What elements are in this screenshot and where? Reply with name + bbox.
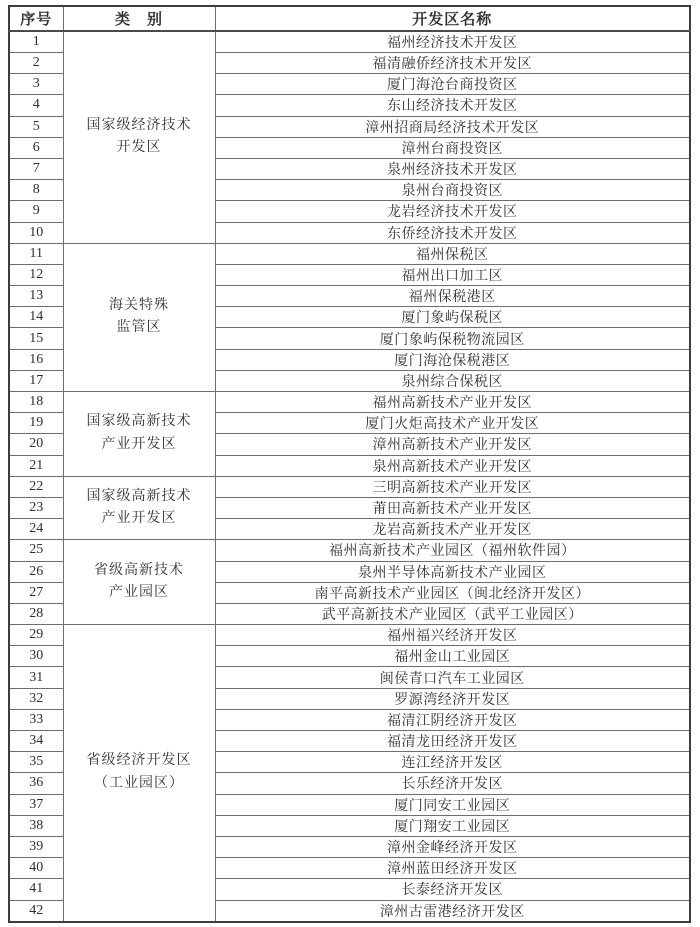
zone-name-cell: 漳州台商投资区 — [215, 137, 690, 158]
category-line: 产业开发区 — [101, 436, 177, 452]
zone-name-cell: 三明高新技术产业开发区 — [215, 476, 690, 497]
row-index-cell: 35 — [9, 752, 63, 773]
zone-name-cell: 漳州金峰经济开发区 — [215, 836, 690, 857]
category-cell — [63, 540, 215, 625]
zone-name-cell: 厦门同安工业园区 — [215, 794, 690, 815]
row-index-cell: 9 — [9, 201, 63, 222]
row-index-cell: 22 — [9, 476, 63, 497]
zone-name-cell: 福清江阴经济开发区 — [215, 709, 690, 730]
row-index-cell: 30 — [9, 646, 63, 667]
zone-name-cell: 龙岩经济技术开发区 — [215, 201, 690, 222]
zone-name-cell: 福州经济技术开发区 — [215, 31, 690, 53]
zone-name-cell: 莆田高新技术产业开发区 — [215, 497, 690, 518]
zone-name-cell: 长乐经济开发区 — [215, 773, 690, 794]
development-zones-table — [8, 5, 691, 923]
row-index-cell: 15 — [9, 328, 63, 349]
zone-name-cell: 连江经济开发区 — [215, 752, 690, 773]
row-index-cell: 40 — [9, 858, 63, 879]
row-index-cell: 31 — [9, 667, 63, 688]
zone-name-cell: 东侨经济技术开发区 — [215, 222, 690, 243]
category-cell — [63, 31, 215, 243]
zone-name-cell: 厦门火炬高技术产业开发区 — [215, 413, 690, 434]
zone-name-cell: 长泰经济开发区 — [215, 879, 690, 900]
zone-name-cell: 泉州台商投资区 — [215, 180, 690, 201]
zone-name-cell: 厦门象屿保税区 — [215, 307, 690, 328]
header-row — [9, 6, 690, 31]
category-cell — [63, 243, 215, 391]
zone-name-cell: 漳州古雷港经济开发区 — [215, 900, 690, 922]
zone-name-cell: 福州保税港区 — [215, 286, 690, 307]
zone-name-cell: 泉州高新技术产业开发区 — [215, 455, 690, 476]
category-cell — [63, 476, 215, 540]
category-line: 国家级经济技术 — [86, 117, 192, 133]
zone-name-cell: 福州金山工业园区 — [215, 646, 690, 667]
category-cell — [63, 392, 215, 477]
row-index-cell: 10 — [9, 222, 63, 243]
row-index-cell: 29 — [9, 625, 63, 646]
category-line: 省级经济开发区 — [86, 753, 192, 769]
row-index-cell: 11 — [9, 243, 63, 264]
category-line: （工业园区） — [94, 775, 184, 791]
row-index-cell: 2 — [9, 53, 63, 74]
row-index-cell: 36 — [9, 773, 63, 794]
zone-name-cell: 泉州经济技术开发区 — [215, 158, 690, 179]
category-line: 海关特殊 — [109, 297, 169, 313]
zone-name-cell: 漳州招商局经济技术开发区 — [215, 116, 690, 137]
row-index-cell: 33 — [9, 709, 63, 730]
zone-name-cell: 厦门象屿保税物流园区 — [215, 328, 690, 349]
row-index-cell: 6 — [9, 137, 63, 158]
zone-name-cell: 厦门海沧台商投资区 — [215, 74, 690, 95]
row-index-cell: 27 — [9, 582, 63, 603]
row-index-cell: 41 — [9, 879, 63, 900]
table-row — [9, 540, 690, 561]
zone-name-cell: 漳州高新技术产业开发区 — [215, 434, 690, 455]
category-line: 监管区 — [116, 320, 162, 336]
row-index-cell: 37 — [9, 794, 63, 815]
category-line: 产业开发区 — [101, 511, 177, 527]
zone-name-cell: 福清龙田经济开发区 — [215, 731, 690, 752]
row-index-cell: 12 — [9, 264, 63, 285]
zone-name-cell: 南平高新技术产业园区（闽北经济开发区） — [215, 582, 690, 603]
zone-name-cell: 厦门海沧保税港区 — [215, 349, 690, 370]
row-index-cell: 20 — [9, 434, 63, 455]
zone-name-cell: 福州高新技术产业园区（福州软件园） — [215, 540, 690, 561]
table-row — [9, 392, 690, 413]
table-row — [9, 476, 690, 497]
row-index-cell: 32 — [9, 688, 63, 709]
row-index-cell: 34 — [9, 731, 63, 752]
row-index-cell: 13 — [9, 286, 63, 307]
category-line: 国家级高新技术 — [86, 488, 192, 504]
row-index-cell: 28 — [9, 603, 63, 624]
zone-name-cell: 龙岩高新技术产业开发区 — [215, 519, 690, 540]
row-index-cell: 19 — [9, 413, 63, 434]
row-index-cell: 1 — [9, 31, 63, 53]
row-index-cell: 39 — [9, 836, 63, 857]
header-zone-name: 开发区名称 — [215, 6, 690, 31]
zone-name-cell: 福州出口加工区 — [215, 264, 690, 285]
zone-name-cell: 泉州半导体高新技术产业园区 — [215, 561, 690, 582]
zone-name-cell: 罗源湾经济开发区 — [215, 688, 690, 709]
zone-name-cell: 泉州综合保税区 — [215, 370, 690, 391]
category-cell — [63, 625, 215, 922]
table-row — [9, 243, 690, 264]
row-index-cell: 3 — [9, 74, 63, 95]
row-index-cell: 38 — [9, 815, 63, 836]
category-line: 开发区 — [116, 140, 162, 156]
zone-name-cell: 福州保税区 — [215, 243, 690, 264]
row-index-cell: 25 — [9, 540, 63, 561]
row-index-cell: 5 — [9, 116, 63, 137]
zone-name-cell: 福州高新技术产业开发区 — [215, 392, 690, 413]
row-index-cell: 42 — [9, 900, 63, 922]
row-index-cell: 8 — [9, 180, 63, 201]
zone-name-cell: 厦门翔安工业园区 — [215, 815, 690, 836]
table-row — [9, 31, 690, 53]
zone-name-cell: 武平高新技术产业园区（武平工业园区） — [215, 603, 690, 624]
row-index-cell: 23 — [9, 497, 63, 518]
row-index-cell: 26 — [9, 561, 63, 582]
row-index-cell: 17 — [9, 370, 63, 391]
category-line: 产业园区 — [109, 585, 169, 601]
header-category: 类 别 — [63, 6, 215, 31]
zone-name-cell: 福清融侨经济技术开发区 — [215, 53, 690, 74]
category-line: 省级高新技术 — [94, 562, 184, 578]
row-index-cell: 18 — [9, 392, 63, 413]
zone-name-cell: 东山经济技术开发区 — [215, 95, 690, 116]
row-index-cell: 4 — [9, 95, 63, 116]
zone-name-cell: 闽侯青口汽车工业园区 — [215, 667, 690, 688]
table-body — [9, 31, 690, 922]
row-index-cell: 24 — [9, 519, 63, 540]
table-header — [9, 6, 690, 31]
category-line: 国家级高新技术 — [86, 414, 192, 430]
header-index: 序号 — [9, 6, 63, 31]
zone-name-cell: 漳州蓝田经济开发区 — [215, 858, 690, 879]
row-index-cell: 16 — [9, 349, 63, 370]
table-row — [9, 625, 690, 646]
row-index-cell: 7 — [9, 158, 63, 179]
row-index-cell: 21 — [9, 455, 63, 476]
zone-name-cell: 福州福兴经济开发区 — [215, 625, 690, 646]
row-index-cell: 14 — [9, 307, 63, 328]
